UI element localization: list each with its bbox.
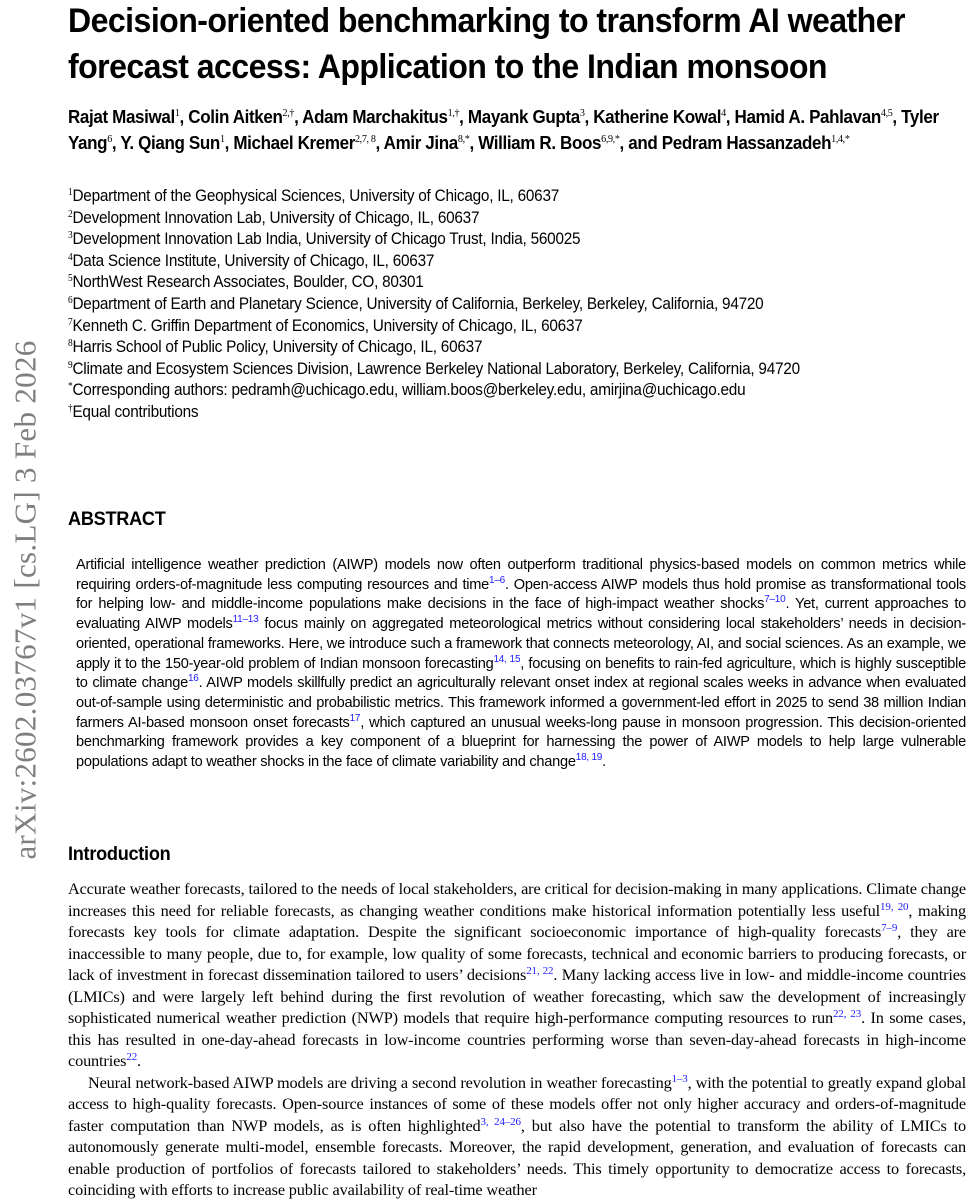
body-text: Accurate weather forecasts, tailored to the needs of local stakeholders, are critical for decision-making in many applications. Climate change increases this need for reliable forecasts, as changing weather conditions make historical information potentially less useful: [68, 879, 966, 920]
body-text: , focusing on benefits to rain-fed agriculture, which is highly susceptible to climate change: [76, 655, 966, 692]
author-affiliation-marker: 4: [721, 107, 726, 119]
affiliation-text: Corresponding authors: pedramh@uchicago.edu, william.boos@berkeley.edu, amirjina@uchicago.edu: [72, 381, 746, 400]
body-text: , with the potential to greatly expand global access to high-quality forecasts. Open-source instances of some of these models offer not only higher accuracy and orders-of-magnitude faster computation than NWP models, as is often highlighted: [68, 1072, 966, 1135]
author-affiliation-marker: 1,4,*: [831, 133, 850, 145]
body-text: Artificial intelligence weather prediction (AIWP) models now often outperform traditional physics-based models on common metrics while requiring orders-of-magnitude less computing resources and time: [76, 557, 966, 593]
affiliation-text: Data Science Institute, University of Chicago, IL, 60637: [72, 251, 435, 270]
citation-link[interactable]: 18, 19: [575, 752, 603, 764]
abstract-body: [76, 556, 966, 773]
author-separator: ,: [725, 106, 735, 127]
affiliation-marker: 9: [68, 359, 73, 371]
body-text: . Many lacking access live in low- and middle-income countries (LMICs) and were largely left behind during the first revolution of weather forecasting, which saw the development of increasingly sophisticated numerical weather prediction (NWP) models that require high-performance computing resources to run: [68, 965, 966, 1027]
body-text: . Open-access AIWP models thus hold promise as transformational tools for helping low- and middle-income populations make decisions in the face of high-impact weather shocks: [76, 576, 966, 613]
affiliation-text: Department of Earth and Planetary Science, University of California, Berkeley, Berkeley, California, 94720: [72, 294, 764, 313]
body-text: Neural network-based AIWP models are driving a second revolution in weather forecasting: [88, 1072, 672, 1092]
author-affiliation-marker: 1,†: [447, 107, 460, 119]
body-text: .: [602, 754, 606, 771]
affiliation-list: [68, 186, 966, 424]
author-separator: ,: [584, 106, 594, 127]
affiliation-text: NorthWest Research Associates, Boulder, CO, 80301: [72, 273, 424, 292]
affiliation-item: [68, 337, 966, 359]
affiliation-text: Development Innovation Lab India, University of Chicago Trust, India, 560025: [72, 230, 581, 249]
author-separator: ,: [179, 106, 189, 127]
affiliation-marker: 1: [68, 187, 73, 198]
citation-link[interactable]: 19, 20: [880, 900, 909, 913]
affiliation-text: Development Innovation Lab, University of Chicago, IL, 60637: [72, 208, 480, 227]
affiliation-marker: 5: [68, 273, 73, 285]
affiliation-text: Department of the Geophysical Sciences, University of Chicago, IL, 60637: [72, 187, 560, 205]
body-text: , making forecasts key tools for climate adaptation. Despite the significant socioeconomic importance of high-quality forecasts: [68, 900, 966, 941]
citation-link[interactable]: 7–9: [881, 922, 898, 934]
affiliation-marker: 2: [68, 208, 73, 220]
citation-link[interactable]: 14, 15: [493, 653, 521, 665]
body-text: , which captured an unusual weeks-long pause in monsoon progression. This decision-oriented benchmarking framework provides a key component of a blueprint for harnessing the power of AIWP models to help large vulnerable populations adapt to weather shocks in the face of climate variability and change: [76, 714, 966, 771]
author-affiliation-marker: 1: [219, 133, 225, 145]
affiliation-marker: 3: [68, 230, 73, 242]
affiliation-item: [68, 402, 966, 424]
introduction-heading: Introduction: [68, 843, 171, 865]
author-name: Hamid A. Pahlavan: [734, 106, 881, 127]
author-affiliation-marker: 4,5: [880, 107, 893, 119]
body-text: focus mainly on aggregated meteorological metrics without considering local stakeholders’ needs in decision-oriented, operational frameworks. Here, we introduce such a framework that connects meteorology, AI, and social sciences. As an example, we apply it to the 150-year-old problem of Indian monsoon forecasting: [76, 616, 966, 672]
affiliation-text: Climate and Ecosystem Sciences Division, Lawrence Berkeley National Laboratory, Berkeley, California, 94720: [72, 359, 800, 378]
paper-title: Decision-oriented benchmarking to transform AI weather forecast access: Application to the Indian monsoon: [68, 2, 905, 86]
affiliation-item: [68, 186, 966, 208]
author-name: Adam Marchakitus: [302, 106, 448, 127]
author-affiliation-marker: 2,7, 8: [354, 133, 376, 145]
author-name: Y. Qiang Sun: [120, 132, 220, 153]
author-affiliation-marker: 2,†: [282, 107, 295, 119]
author-separator: ,: [469, 132, 479, 153]
affiliation-text: Equal contributions: [72, 402, 199, 421]
author-name: Tyler Yang: [68, 106, 939, 153]
author-name: William R. Boos: [478, 132, 602, 153]
affiliation-marker: †: [68, 402, 73, 414]
citation-link[interactable]: 11–13: [232, 614, 259, 626]
affiliation-item: [68, 272, 966, 294]
author-separator: ,: [111, 132, 121, 153]
author-separator: , and: [619, 132, 662, 153]
author-affiliation-marker: 6,9,*: [601, 133, 620, 145]
paragraph: [68, 878, 966, 1072]
citation-link[interactable]: 1–3: [671, 1072, 688, 1085]
affiliation-item: [68, 316, 966, 338]
affiliation-item: [68, 229, 966, 251]
author-separator: ,: [375, 132, 384, 153]
affiliation-marker: 7: [68, 316, 73, 328]
author-name: Katherine Kowal: [593, 106, 722, 127]
body-text: . Yet, current approaches to evaluating AIWP models: [76, 596, 966, 633]
author-affiliation-marker: 8,*: [457, 133, 470, 145]
affiliation-item: [68, 359, 966, 381]
affiliation-item: [68, 251, 966, 273]
author-affiliation-marker: 3: [579, 107, 585, 119]
author-affiliation-marker: 6: [107, 133, 112, 145]
author-separator: ,: [294, 106, 303, 127]
author-name: Colin Aitken: [188, 106, 283, 127]
affiliation-item: [68, 380, 966, 402]
citation-link[interactable]: 21, 22: [526, 965, 554, 977]
body-text: , they are inaccessible to many people, due to, for example, low quality of some forecasts, technical and economic barriers to producing forecasts, or lack of investment in forecast dissemination tailored to users’ decisions: [68, 922, 966, 984]
citation-link[interactable]: 17: [349, 712, 361, 724]
abstract-heading: ABSTRACT: [68, 508, 166, 530]
paragraph: [68, 1072, 966, 1201]
author-name: Mayank Gupta: [467, 106, 580, 127]
affiliation-marker: 4: [68, 251, 73, 263]
affiliation-text: Harris School of Public Policy, University of Chicago, IL, 60637: [72, 338, 483, 357]
citation-link[interactable]: 22, 23: [832, 1008, 862, 1020]
citation-link[interactable]: 16: [187, 673, 199, 685]
body-text: . In some cases, this has resulted in one-day-ahead forecasts in low-income countries performing worse than seven-day-ahead forecasts in high-income countries: [68, 1008, 966, 1070]
arxiv-stamp-text: arXiv:2602.03767v1 [cs.LG] 3 Feb 2026: [8, 340, 43, 860]
affiliation-item: [68, 208, 966, 230]
body-text: . AIWP models skillfully predict an agriculturally relevant onset index at regional scales weeks in advance when evaluated out-of-sample using deterministic and probabilistic metrics. This framework informed a government-led effort in 2025 to send 38 million Indian farmers AI-based monsoon onset forecasts: [76, 675, 966, 731]
author-name: Rajat Masiwal: [68, 106, 175, 127]
affiliation-marker: *: [68, 381, 73, 393]
body-text: , but also have the potential to transform the ability of LMICs to autonomously generate multi-model, ensemble forecasts. Moreover, the rapid development, generation, and evaluation of forecasts can enable production of portfolios of forecasts tailored to stakeholders’ needs. This timely opportunity to democratize access to forecasts, coinciding with efforts to increase public availability of real-time weather: [68, 1115, 966, 1199]
introduction-body: [68, 878, 966, 1201]
paper-page: [68, 0, 968, 1199]
author-separator: ,: [892, 106, 902, 127]
author-separator: ,: [224, 132, 234, 153]
citation-link[interactable]: 22: [126, 1051, 138, 1063]
affiliation-text: Kenneth C. Griffin Department of Economics, University of Chicago, IL, 60637: [72, 316, 583, 335]
affiliation-marker: 8: [68, 338, 73, 350]
author-name: Michael Kremer: [233, 132, 355, 153]
author-separator: ,: [459, 106, 468, 127]
citation-link[interactable]: 3, 24–26: [480, 1115, 521, 1128]
author-affiliation-marker: 1: [174, 107, 180, 119]
author-list: [68, 104, 951, 156]
author-name: Amir Jina: [383, 132, 458, 153]
body-text: .: [137, 1051, 141, 1070]
affiliation-item: [68, 294, 966, 316]
citation-link[interactable]: 1–6: [489, 574, 505, 586]
author-name: Pedram Hassanzadeh: [661, 132, 832, 153]
citation-link[interactable]: 7–10: [764, 594, 786, 606]
affiliation-marker: 6: [68, 294, 73, 306]
arxiv-identifier-stamp: [6, 290, 46, 910]
